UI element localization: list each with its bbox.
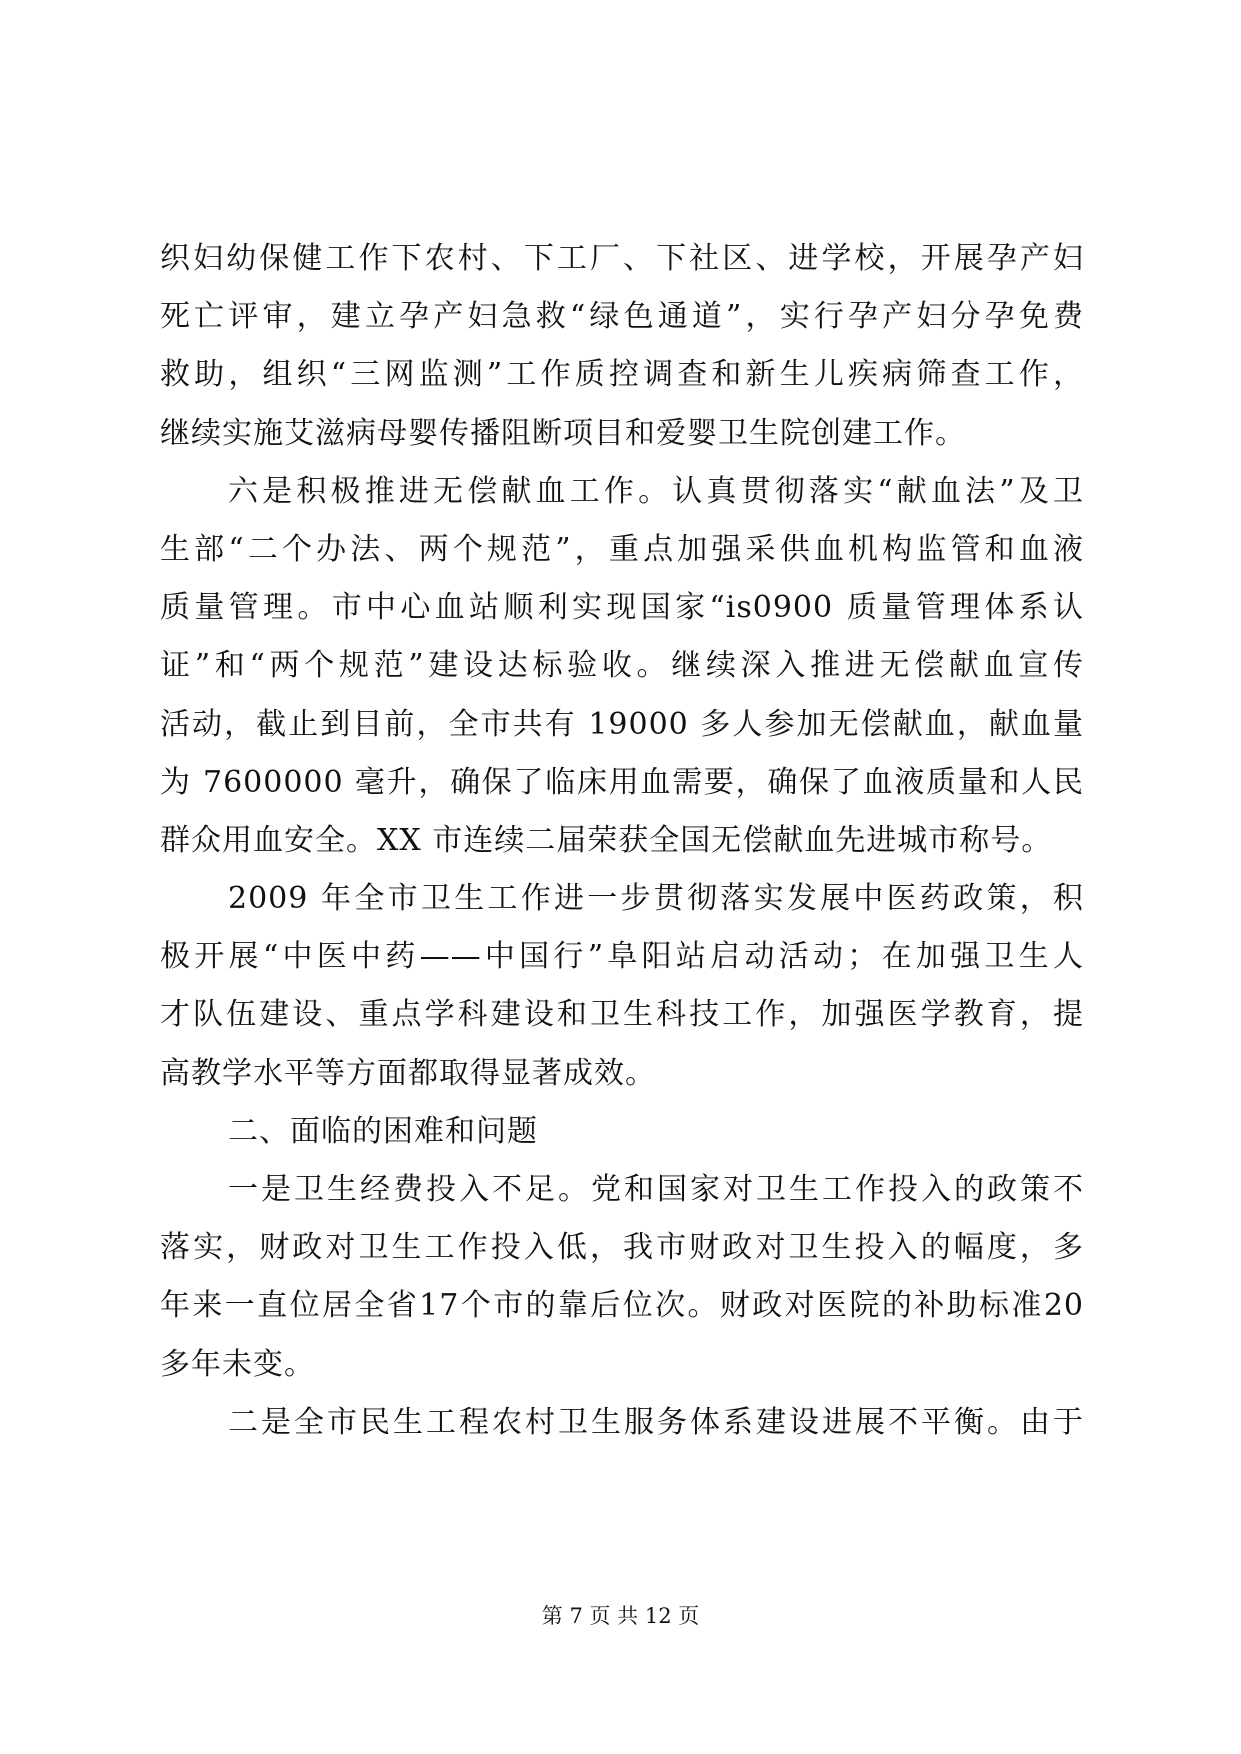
text-line: 年来一直位居全省17个市的靠后位次。财政对医院的补助标准20 — [160, 1288, 1084, 1324]
page-number-footer: 第 7 页 共 12 页 — [541, 1604, 700, 1628]
paragraph-start-line: 二是全市民生工程农村卫生服务体系建设进展不平衡。由于 — [228, 1404, 1084, 1440]
text-line: 质量管理。市中心血站顺利实现国家“is0900 质量管理体系认 — [160, 590, 1084, 626]
text-line: 多年未变。 — [160, 1346, 315, 1382]
paragraph-start-line: 一是卫生经费投入不足。党和国家对卫生工作投入的政策不 — [228, 1172, 1084, 1207]
text-line: 生部“二个办法、两个规范”，重点加强采供血机构监管和血液 — [160, 531, 1084, 567]
body-text — [160, 230, 1084, 1452]
text-line: 继续实施艾滋病母婴传播阻断项目和爱婴卫生院创建工作。 — [160, 415, 966, 451]
section-heading: 二、面临的困难和问题 — [228, 1113, 538, 1149]
paragraph-start-line: 2009 年全市卫生工作进一步贯彻落实发展中医药政策，积 — [228, 881, 1084, 917]
paragraph-start-line: 六是积极推进无偿献血工作。认真贯彻落实“献血法”及卫 — [228, 473, 1084, 509]
text-line: 高教学水平等方面都取得显著成效。 — [160, 1055, 656, 1091]
text-line: 死亡评审，建立孕产妇急救“绿色通道”，实行孕产妇分孕免费 — [160, 299, 1084, 335]
text-line: 证”和“两个规范”建设达标验收。继续深入推进无偿献血宣传 — [160, 648, 1084, 684]
text-line: 织妇幼保健工作下农村、下工厂、下社区、进学校，开展孕产妇 — [160, 241, 1084, 276]
text-line: 活动，截止到目前，全市共有 19000 多人参加无偿献血，献血量 — [160, 706, 1084, 742]
text-line: 救助，组织“三网监测”工作质控调查和新生儿疾病筛查工作， — [160, 357, 1084, 393]
text-line: 群众用血安全。XX 市连续二届荣获全国无偿献血先进城市称号。 — [160, 822, 1053, 858]
text-line: 极开展“中医中药——中国行”阜阳站启动活动；在加强卫生人 — [160, 939, 1084, 975]
text-line: 才队伍建设、重点学科建设和卫生科技工作，加强医学教育，提 — [160, 997, 1084, 1033]
text-line: 落实，财政对卫生工作投入低，我市财政对卫生投入的幅度，多 — [160, 1230, 1084, 1266]
text-line: 为 7600000 毫升，确保了临床用血需要，确保了血液质量和人民 — [160, 764, 1084, 800]
